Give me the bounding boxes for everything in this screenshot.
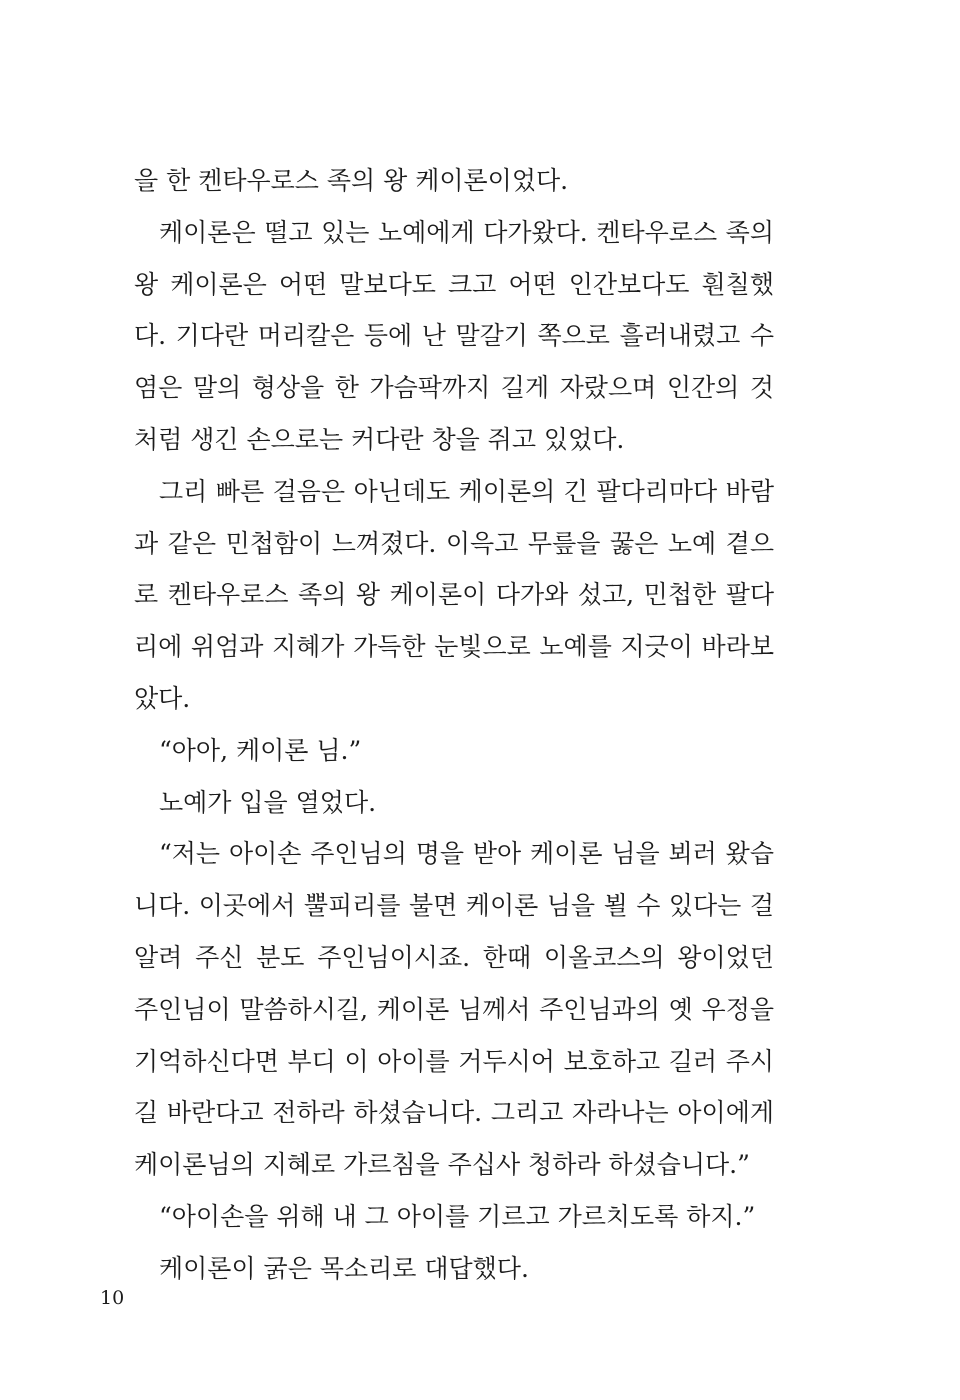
page-number: 10: [100, 1287, 125, 1309]
paragraph: 그리 빠른 걸음은 아닌데도 케이론의 긴 팔다리마다 바람과 같은 민첩함이 느껴졌다. 이윽고 무릎을 꿇은 노예 곁으로 켄타우로스 족의 왕 케이론이 다가와 섰고, 민첩한 팔다리에 위엄과 지혜가 가득한 눈빛으로 노예를 지긋이 바라보았다.: [134, 476, 774, 713]
paragraph: 케이론은 떨고 있는 노예에게 다가왔다. 켄타우로스 족의 왕 케이론은 어떤 말보다도 크고 어떤 인간보다도 훤칠했다. 기다란 머리칼은 등에 난 말갈기 쪽으로 흘러내렸고 수염은 말의 형상을 한 가슴팍까지 길게 자랐으며 인간의 것처럼 생긴 손으로는 커다란 창을 쥐고 있었다.: [134, 217, 774, 454]
paragraph-continuation: 을 한 켄타우로스 족의 왕 케이론이었다.: [134, 166, 569, 195]
paragraph: 케이론이 굵은 목소리로 대답했다.: [159, 1253, 529, 1283]
dialogue-paragraph: “저는 아이손 주인님의 명을 받아 케이론 님을 뵈러 왔습니다. 이곳에서 뿔피리를 불면 케이론 님을 뵐 수 있다는 걸 알려 주신 분도 주인님이시죠. 한때 이올코스의 왕이었던 주인님이 말씀하시길, 케이론 님께서 주인님과의 옛 우정을 기억하신다면 부디 이 아이를 거두시어 보호하고 길러 주시길 바란다고 전하라 하셨습니다. 그리고 자라나는 아이에게 케이론님의 지혜로 가르침을 주십사 청하라 하셨습니다.”: [134, 839, 774, 1180]
dialogue-paragraph: “아이손을 위해 내 그 아이를 기르고 가르치도록 하지.”: [159, 1201, 756, 1231]
dialogue-paragraph: “아아, 케이론 님.”: [159, 735, 362, 765]
body-text: [134, 155, 774, 1295]
paragraph: 노예가 입을 열었다.: [159, 787, 377, 817]
